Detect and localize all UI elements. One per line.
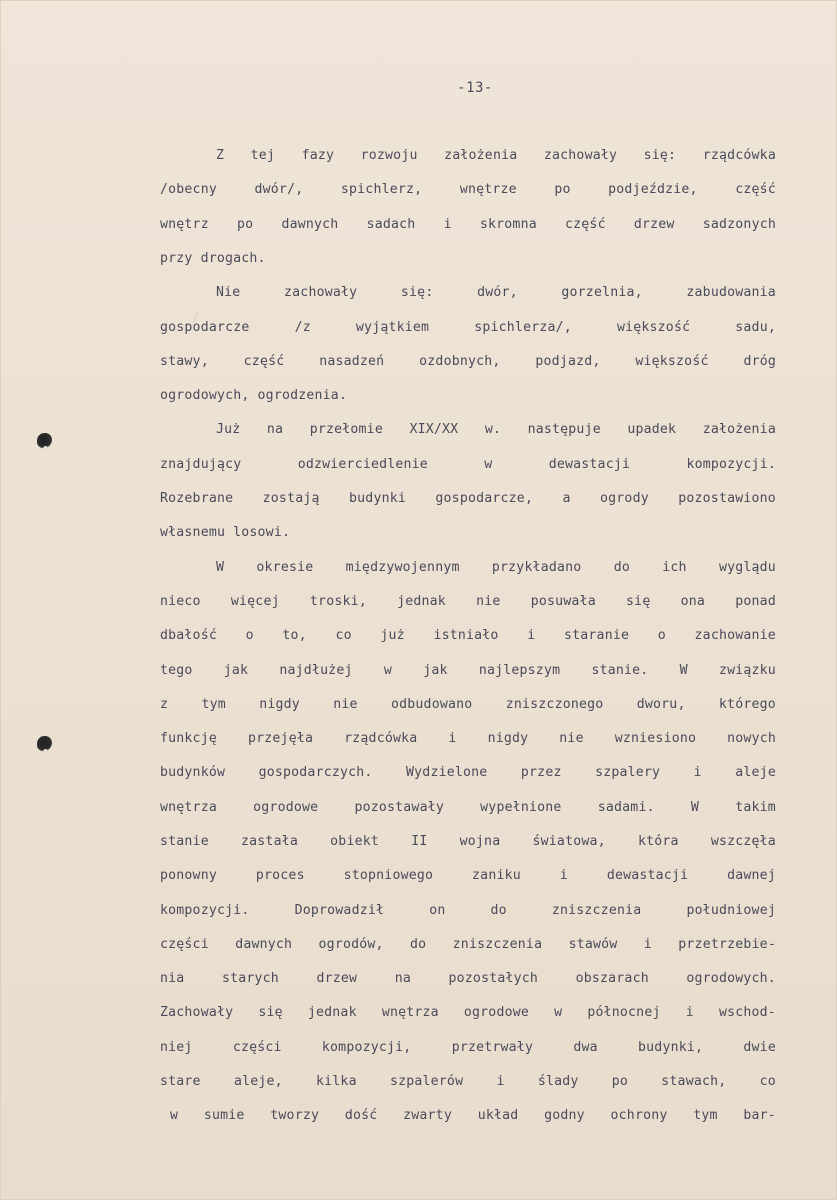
document-word: ślady	[537, 1074, 579, 1089]
document-line	[160, 320, 776, 342]
document-word: najdłużej	[279, 663, 353, 678]
document-word: nia	[160, 971, 185, 986]
document-word: W	[216, 560, 225, 575]
document-line	[160, 834, 776, 856]
document-word: dwa	[573, 1040, 598, 1055]
document-line	[160, 903, 776, 925]
document-line	[160, 354, 776, 376]
document-word: nie	[559, 731, 584, 746]
document-word: budynków	[160, 765, 226, 780]
document-word: stopniowego	[343, 868, 434, 883]
document-word: wschod-	[718, 1005, 776, 1020]
document-word: dawnych	[281, 217, 339, 232]
document-word: ogrodowe	[463, 1005, 530, 1020]
document-word: założenia	[444, 148, 518, 163]
document-word: gorzelnia,	[561, 285, 643, 300]
document-word: nieco	[160, 594, 201, 609]
document-word: Rozebrane	[160, 491, 234, 506]
document-word: zachowały	[284, 285, 358, 300]
document-word: troski,	[309, 594, 367, 609]
document-word: zastała	[241, 834, 298, 849]
document-word: wyglądu	[718, 560, 776, 575]
document-word: szpalerów	[389, 1074, 464, 1089]
document-word: aleje	[735, 765, 776, 780]
document-word: sumie	[203, 1108, 245, 1123]
document-word: zachowanie	[694, 628, 776, 643]
document-word: się	[626, 594, 651, 609]
document-word: nowych	[727, 731, 776, 746]
document-word: dwór/,	[254, 182, 304, 197]
document-word: na	[394, 971, 411, 986]
document-word: wyjątkiem	[355, 320, 430, 335]
document-word: jak	[223, 663, 249, 678]
document-word: wzniesiono	[614, 731, 697, 746]
document-word: wnętrz	[160, 217, 209, 232]
document-word: kompozycji.	[686, 457, 776, 472]
document-word: sadach	[366, 217, 416, 232]
document-word: pozostałych	[448, 971, 539, 986]
document-word: część	[565, 217, 606, 232]
document-word: południowej	[686, 903, 776, 918]
document-word: większość	[616, 320, 691, 335]
document-word: się	[258, 1005, 283, 1020]
document-word: gospodarczych.	[258, 765, 373, 780]
document-word: jak	[423, 663, 448, 678]
document-word: wszczęła	[710, 834, 776, 849]
document-word: dewastacji	[606, 868, 689, 883]
document-word: losowi.	[233, 525, 291, 540]
document-word: międzywojennym	[345, 560, 460, 575]
document-word: rządcówka	[344, 731, 418, 746]
document-word: z	[160, 697, 169, 712]
document-word: jednak	[307, 1005, 357, 1020]
document-word: własnemu	[160, 525, 226, 540]
document-word: następuje	[527, 422, 601, 437]
document-word: okresie	[256, 560, 314, 575]
document-word: posuwała	[530, 594, 596, 609]
document-word: dewastacji	[548, 457, 631, 472]
document-word: Doprowadził	[294, 903, 385, 918]
document-word: to,	[282, 628, 307, 643]
document-word: część	[735, 182, 776, 197]
document-word: sadzonych	[702, 217, 776, 232]
document-word: części	[160, 937, 209, 952]
document-word: wnętrza	[381, 1005, 439, 1020]
document-word: ona	[680, 594, 706, 609]
document-line	[170, 1108, 776, 1130]
document-line	[216, 422, 776, 444]
document-word: nigdy	[487, 731, 529, 746]
document-word: a	[562, 491, 571, 506]
document-word: obiekt	[330, 834, 380, 849]
document-word: dwór,	[477, 285, 518, 300]
document-line	[160, 388, 776, 410]
document-word: obszarach	[575, 971, 649, 986]
document-word: przy	[160, 251, 193, 266]
document-word: przez	[520, 765, 562, 780]
document-word: dawnej	[727, 868, 776, 883]
document-word: zniszczonego	[505, 697, 604, 712]
document-word: najlepszym	[478, 663, 561, 678]
document-word: stawach,	[661, 1074, 727, 1089]
document-word: /obecny	[160, 182, 217, 197]
document-word: jednak	[397, 594, 446, 609]
document-word: wnętrza	[160, 800, 217, 815]
document-word: i	[559, 868, 568, 883]
document-word: i	[448, 731, 457, 746]
document-word: gospodarcze	[160, 320, 250, 335]
document-word: bar-	[743, 1108, 776, 1123]
document-line	[160, 628, 776, 650]
document-word: stanie	[160, 834, 209, 849]
document-word: godny	[544, 1108, 585, 1123]
document-line	[160, 868, 776, 890]
document-word: przejęła	[248, 731, 314, 746]
document-word: budynki	[349, 491, 407, 506]
document-word: nigdy	[259, 697, 300, 712]
document-word: ogrodowych,	[160, 388, 250, 403]
document-word: zniszczenia	[452, 937, 543, 952]
document-word: dróg	[743, 354, 776, 369]
document-word: i	[693, 765, 702, 780]
document-line	[160, 731, 776, 753]
document-word: tworzy	[270, 1108, 320, 1123]
document-line	[160, 1005, 776, 1027]
document-word: kompozycji.	[160, 903, 250, 918]
document-word: zwarty	[403, 1108, 452, 1123]
document-word: ogrodów,	[318, 937, 384, 952]
document-word: do	[410, 937, 427, 952]
document-word: tej	[250, 148, 276, 163]
document-word: znajdujący	[160, 457, 242, 472]
document-word: drzew	[633, 217, 675, 232]
document-word: w	[383, 663, 392, 678]
document-word: więcej	[230, 594, 280, 609]
document-word: po	[554, 182, 571, 197]
document-word: do	[613, 560, 630, 575]
document-word: części	[232, 1040, 282, 1055]
document-word: która	[637, 834, 679, 849]
document-word: dawnych	[235, 937, 293, 952]
document-word: proces	[255, 868, 305, 883]
document-word: szpalery	[595, 765, 661, 780]
document-word: w	[484, 457, 493, 472]
document-word: i	[643, 937, 652, 952]
document-word: do	[490, 903, 507, 918]
document-word: /z	[294, 320, 311, 335]
document-word: Już	[216, 422, 241, 437]
document-line	[216, 285, 776, 307]
document-line	[160, 594, 776, 616]
document-line	[160, 457, 776, 479]
document-line	[160, 697, 776, 719]
document-word: o	[657, 628, 666, 643]
document-line	[216, 560, 776, 582]
document-word: ochrony	[610, 1108, 668, 1123]
document-word: pozostawiono	[678, 491, 776, 506]
document-word: po	[611, 1074, 629, 1089]
document-word: ogrodowych.	[686, 971, 776, 986]
document-word: wnętrze	[459, 182, 517, 197]
document-word: Zachowały	[160, 1005, 234, 1020]
document-word: Nie	[216, 285, 241, 300]
document-word: staranie	[564, 628, 630, 643]
document-word: spichlerza/,	[474, 320, 572, 335]
document-word: II	[411, 834, 428, 849]
document-line	[160, 525, 776, 547]
document-word: zaniku	[472, 868, 521, 883]
document-word: zachowały	[543, 148, 618, 163]
document-word: nasadzeń	[319, 354, 385, 369]
document-word: i	[443, 217, 452, 232]
document-word: o	[245, 628, 254, 643]
document-word: starych	[221, 971, 279, 986]
document-word: stawów	[568, 937, 618, 952]
document-word: drogach.	[200, 251, 266, 266]
document-word: przełomie	[309, 422, 383, 437]
document-word: już	[380, 628, 405, 643]
document-word: stare	[160, 1074, 201, 1089]
document-word: kilka	[316, 1074, 357, 1089]
document-word: ponowny	[160, 868, 217, 883]
document-word: istniało	[433, 628, 499, 643]
document-word: funkcję	[160, 731, 217, 746]
document-word: w	[170, 1108, 179, 1123]
document-word: układ	[477, 1108, 519, 1123]
document-word: on	[429, 903, 446, 918]
document-line	[160, 937, 776, 959]
document-word: przetrzebie-	[678, 937, 776, 952]
document-word: aleje,	[233, 1074, 283, 1089]
document-word: co	[759, 1074, 776, 1089]
document-word: pozostawały	[354, 800, 444, 815]
document-word: niej	[160, 1040, 193, 1055]
document-word: podjazd,	[535, 354, 601, 369]
document-line	[160, 800, 776, 822]
document-word: dwie	[743, 1040, 776, 1055]
document-word: ich	[662, 560, 687, 575]
document-word: wojna	[459, 834, 501, 849]
document-word: sadu,	[735, 320, 776, 335]
document-word: tego	[160, 663, 193, 678]
document-word: ponad	[735, 594, 776, 609]
document-word: tym	[693, 1108, 718, 1123]
document-word: się:	[400, 285, 434, 300]
document-word: spichlerz,	[340, 182, 423, 197]
document-word: rozwoju	[360, 148, 418, 163]
document-word: i	[685, 1005, 694, 1020]
document-word: dość	[344, 1108, 378, 1123]
document-word: w.	[484, 422, 502, 437]
document-line	[160, 217, 776, 239]
page-number: -13-	[457, 80, 493, 96]
document-word: fazy	[301, 148, 335, 163]
document-word: Z	[216, 148, 225, 163]
document-word: nie	[476, 594, 501, 609]
document-word: W	[679, 663, 688, 678]
document-line	[160, 1074, 776, 1096]
document-line	[160, 663, 776, 685]
document-line	[160, 1040, 776, 1062]
document-word: odzwierciedlenie	[297, 457, 428, 472]
document-word: nie	[333, 697, 358, 712]
document-word: tym	[201, 697, 226, 712]
document-word: zniszczenia	[551, 903, 642, 918]
document-word: założenia	[702, 422, 776, 437]
document-word: budynki,	[638, 1040, 704, 1055]
document-word: część	[243, 354, 285, 369]
document-word: kompozycji,	[321, 1040, 412, 1055]
document-word: rządcówka	[702, 148, 776, 163]
document-line	[160, 765, 776, 787]
document-word: zabudowania	[686, 285, 776, 300]
document-word: i	[527, 628, 536, 643]
document-word: światowa,	[532, 834, 606, 849]
document-word: gospodarcze,	[435, 491, 534, 506]
document-word: co	[335, 628, 352, 643]
document-word: przetrwały	[451, 1040, 534, 1055]
document-word: i	[496, 1074, 505, 1089]
document-word: upadek	[627, 422, 677, 437]
document-word: ogrody	[600, 491, 649, 506]
document-word: na	[266, 422, 284, 437]
document-word: sadami.	[597, 800, 655, 815]
document-word: takim	[735, 800, 776, 815]
document-line	[216, 148, 776, 170]
document-line	[160, 182, 776, 204]
document-word: W	[690, 800, 700, 815]
document-word: związku	[718, 663, 776, 678]
document-word: wypełnione	[480, 800, 562, 815]
document-word: odbudowano	[391, 697, 473, 712]
document-word: większość	[635, 354, 709, 369]
document-word: po	[237, 217, 254, 232]
document-word: ogrodzenia.	[257, 388, 348, 403]
document-line	[160, 491, 776, 513]
document-word: stanie.	[591, 663, 649, 678]
document-word: dworu,	[636, 697, 686, 712]
document-word: którego	[718, 697, 776, 712]
document-word: dbałość	[160, 628, 217, 643]
document-word: drzew	[316, 971, 358, 986]
document-word: XIX/XX	[409, 422, 459, 437]
document-line	[160, 971, 776, 993]
document-word: Wydzielone	[406, 765, 488, 780]
document-word: zostają	[262, 491, 320, 506]
document-line	[160, 251, 776, 273]
document-word: północnej	[587, 1005, 661, 1020]
document-word: stawy,	[160, 354, 209, 369]
document-word: ogrodowe	[253, 800, 319, 815]
document-word: ozdobnych,	[419, 354, 501, 369]
document-word: się:	[643, 148, 677, 163]
document-word: podjeździe,	[608, 182, 698, 197]
document-word: skromna	[479, 217, 537, 232]
document-word: w	[554, 1005, 563, 1020]
document-word: przykładano	[491, 560, 582, 575]
